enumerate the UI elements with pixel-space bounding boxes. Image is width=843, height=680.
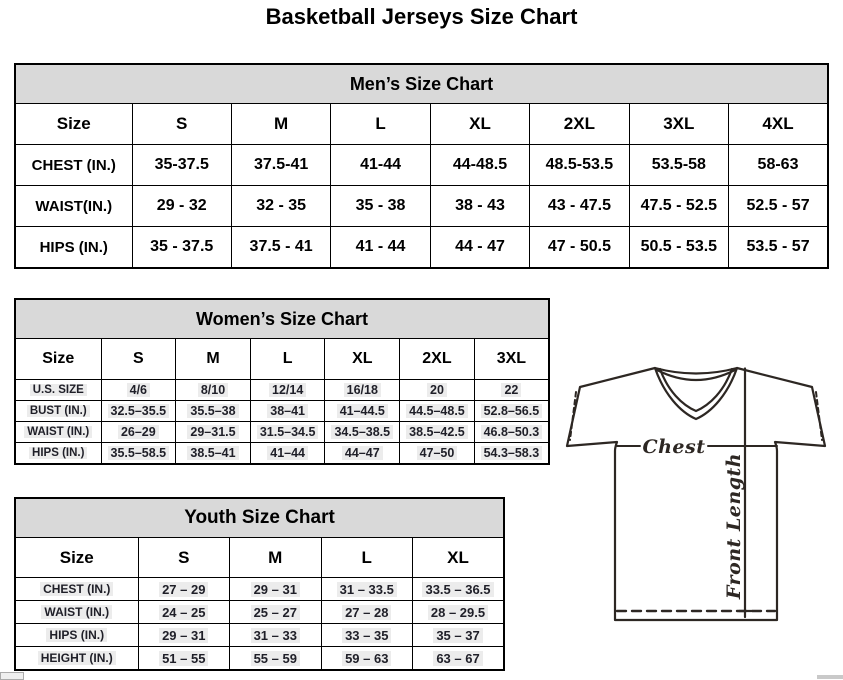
column-header: M [231,104,330,145]
size-value-cell: 31 – 33.5 [321,578,413,601]
size-value-cell: 24 – 25 [138,601,230,624]
size-value-cell: 47.5 - 52.5 [629,186,728,227]
column-header: 3XL [629,104,728,145]
size-value-cell: 51 – 55 [138,647,230,671]
table-row [15,647,504,671]
size-value-cell: 35 - 37.5 [132,227,231,269]
chart-title: Youth Size Chart [15,498,504,538]
column-header: 2XL [400,339,475,380]
size-value-cell: 41–44 [250,443,325,465]
table-title-row [15,299,549,339]
column-header: M [230,538,322,578]
mens-size-table [14,63,829,269]
column-header: S [138,538,230,578]
size-value-cell: 8/10 [176,380,251,401]
row-label: WAIST (IN.) [15,601,138,624]
womens-size-table [14,298,550,465]
size-value-cell: 41 - 44 [331,227,430,269]
size-value-cell: 38 - 43 [430,186,529,227]
size-value-cell: 4/6 [101,380,176,401]
size-value-cell: 35 - 38 [331,186,430,227]
table-row [15,578,504,601]
table-row [15,422,549,443]
size-value-cell: 35 – 37 [413,624,505,647]
row-label: CHEST (IN.) [15,578,138,601]
column-header: S [101,339,176,380]
jersey-outline [567,368,825,620]
size-value-cell: 37.5 - 41 [231,227,330,269]
size-value-cell: 53.5 - 57 [729,227,828,269]
table-row [15,443,549,465]
size-value-cell: 41–44.5 [325,401,400,422]
size-value-cell: 29 – 31 [138,624,230,647]
size-value-cell: 46.8–50.3 [474,422,549,443]
table-title-row [15,498,504,538]
row-label: U.S. SIZE [15,380,101,401]
size-value-cell: 29 – 31 [230,578,322,601]
size-value-cell: 25 – 27 [230,601,322,624]
size-value-cell: 32.5–35.5 [101,401,176,422]
column-header: XL [413,538,505,578]
size-value-cell: 38.5–41 [176,443,251,465]
row-label: HIPS (IN.) [15,443,101,465]
size-value-cell: 31.5–34.5 [250,422,325,443]
size-value-cell: 33.5 – 36.5 [413,578,505,601]
size-value-cell: 44 - 47 [430,227,529,269]
size-value-cell: 33 – 35 [321,624,413,647]
column-header: L [250,339,325,380]
size-value-cell: 37.5-41 [231,145,330,186]
front-length-label: Front Length [723,452,745,600]
column-header: L [321,538,413,578]
size-value-cell: 29 - 32 [132,186,231,227]
size-value-cell: 44–47 [325,443,400,465]
size-value-cell: 35.5–58.5 [101,443,176,465]
column-header: 3XL [474,339,549,380]
size-value-cell: 52.5 - 57 [729,186,828,227]
row-label: HEIGHT (IN.) [15,647,138,671]
size-value-cell: 34.5–38.5 [325,422,400,443]
size-value-cell: 20 [400,380,475,401]
size-value-cell: 38–41 [250,401,325,422]
size-value-cell: 53.5-58 [629,145,728,186]
page-title: Basketball Jerseys Size Chart [265,4,578,29]
size-value-cell: 43 - 47.5 [530,186,629,227]
chart-title: Men’s Size Chart [15,64,828,104]
table-row [15,227,828,269]
size-value-cell: 58-63 [729,145,828,186]
chart-title: Women’s Size Chart [15,299,549,339]
table-title-row [15,64,828,104]
size-value-cell: 26–29 [101,422,176,443]
table-row [15,624,504,647]
column-header: XL [430,104,529,145]
size-value-cell: 47 - 50.5 [530,227,629,269]
column-header: 2XL [530,104,629,145]
size-value-cell: 52.8–56.5 [474,401,549,422]
table-row [15,380,549,401]
size-value-cell: 31 – 33 [230,624,322,647]
table-row [15,145,828,186]
column-header: M [176,339,251,380]
column-header: L [331,104,430,145]
youth-size-table [14,497,505,671]
size-value-cell: 22 [474,380,549,401]
table-row [15,401,549,422]
size-value-cell: 12/14 [250,380,325,401]
size-value-cell: 59 – 63 [321,647,413,671]
column-header: XL [325,339,400,380]
size-value-cell: 54.3–58.3 [474,443,549,465]
chest-label: Chest [642,436,706,458]
size-value-cell: 35-37.5 [132,145,231,186]
size-value-cell: 29–31.5 [176,422,251,443]
size-value-cell: 44-48.5 [430,145,529,186]
row-label: WAIST (IN.) [15,422,101,443]
size-value-cell: 55 – 59 [230,647,322,671]
row-label: BUST (IN.) [15,401,101,422]
scrollbar-corner-artifact-right [817,675,843,679]
column-header: Size [15,339,101,380]
size-value-cell: 50.5 - 53.5 [629,227,728,269]
table-header-row [15,538,504,578]
row-label: CHEST (IN.) [15,145,132,186]
size-value-cell: 41-44 [331,145,430,186]
size-value-cell: 28 – 29.5 [413,601,505,624]
column-header: Size [15,538,138,578]
table-row [15,186,828,227]
size-value-cell: 35.5–38 [176,401,251,422]
jersey-measurement-diagram [556,358,843,630]
row-label: WAIST(IN.) [15,186,132,227]
size-value-cell: 63 – 67 [413,647,505,671]
table-row [15,601,504,624]
size-value-cell: 38.5–42.5 [400,422,475,443]
column-header: S [132,104,231,145]
row-label: HIPS (IN.) [15,624,138,647]
size-value-cell: 48.5-53.5 [530,145,629,186]
size-value-cell: 27 – 28 [321,601,413,624]
size-value-cell: 44.5–48.5 [400,401,475,422]
table-header-row [15,339,549,380]
size-value-cell: 16/18 [325,380,400,401]
size-value-cell: 32 - 35 [231,186,330,227]
column-header: Size [15,104,132,145]
table-header-row [15,104,828,145]
column-header: 4XL [729,104,828,145]
row-label: HIPS (IN.) [15,227,132,269]
size-value-cell: 27 – 29 [138,578,230,601]
size-value-cell: 47–50 [400,443,475,465]
